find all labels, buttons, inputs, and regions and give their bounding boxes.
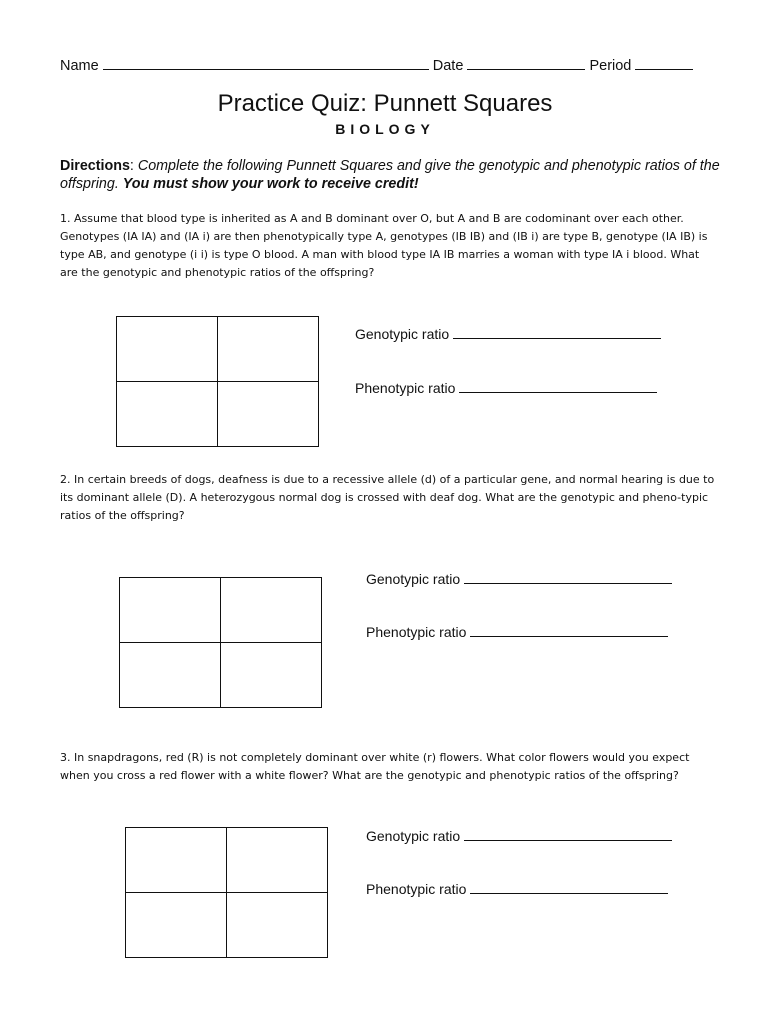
punnett-cell[interactable] [227, 828, 328, 893]
punnett-square-1[interactable] [116, 316, 319, 447]
phenotypic-ratio-1 [355, 380, 657, 396]
genotypic-ratio-1 [355, 326, 661, 342]
directions: Directions: Complete the following Punnett Squares and give the genotypic and phenotypic ratios of the offspring. You must show your work to receive credit! [60, 158, 720, 192]
question-1-text: 1. Assume that blood type is inherited as A and B dominant over O, but A and B are codominant over each other. Genotypes (IA IA) and (IA i) are then phenotypically type A, genotypes (IB IB) and (IB i) are type B, genotype (IA IB) is type AB, and genotype (i i) is type O blood. A man with blood type IA IB marries a woman with type IA i blood. What are the genotypic and phenotypic ratios of the offspring? [60, 212, 708, 279]
punnett-cell[interactable] [126, 828, 227, 893]
phenotypic-blank[interactable] [470, 881, 668, 894]
name-blank[interactable] [103, 56, 429, 70]
phenotypic-blank[interactable] [470, 624, 668, 637]
genotypic-label: Genotypic ratio [355, 326, 450, 342]
punnett-cell[interactable] [120, 643, 221, 708]
header-fields [60, 56, 693, 74]
question-2-text: 2. In certain breeds of dogs, deafness is due to a recessive allele (d) of a particular gene, and normal hearing is due to its dominant allele (D). A heterozygous normal dog is crossed with deaf dog. What are the genotypic and pheno-typic ratios of the offspring? [60, 473, 715, 522]
genotypic-ratio-2 [366, 571, 672, 587]
punnett-cell[interactable] [221, 578, 322, 643]
genotypic-label: Genotypic ratio [366, 571, 461, 587]
phenotypic-ratio-3 [366, 881, 668, 897]
phenotypic-label: Phenotypic ratio [355, 380, 456, 396]
directions-lead: Directions [60, 158, 130, 174]
genotypic-blank[interactable] [464, 828, 672, 841]
punnett-cell[interactable] [126, 893, 227, 958]
genotypic-blank[interactable] [453, 326, 661, 339]
genotypic-ratio-3 [366, 828, 672, 844]
punnett-cell[interactable] [218, 382, 319, 447]
punnett-cell[interactable] [227, 893, 328, 958]
directions-text: Complete the following Punnett Squares and give the genotypic and phenotypic ratios of the offspring. [60, 158, 720, 192]
question-3-text: 3. In snapdragons, red (R) is not completely dominant over white (r) flowers. What color flowers would you expect when you cross a red flower with a white flower? What are the genotypic and phenotypic ratios of the offspring? [60, 751, 690, 782]
directions-emphasis: You must show your work to receive credit! [122, 176, 419, 192]
punnett-square-3[interactable] [125, 827, 328, 958]
genotypic-blank[interactable] [464, 571, 672, 584]
phenotypic-label: Phenotypic ratio [366, 881, 467, 897]
punnett-cell[interactable] [120, 578, 221, 643]
punnett-cell[interactable] [218, 317, 319, 382]
genotypic-label: Genotypic ratio [366, 828, 461, 844]
page-subtitle: BIOLOGY [335, 121, 435, 137]
punnett-cell[interactable] [117, 317, 218, 382]
page-title: Practice Quiz: Punnett Squares [217, 90, 553, 117]
period-blank[interactable] [635, 56, 693, 70]
date-blank[interactable] [467, 56, 585, 70]
period-label: Period [589, 58, 632, 74]
phenotypic-label: Phenotypic ratio [366, 624, 467, 640]
phenotypic-ratio-2 [366, 624, 668, 640]
punnett-square-2[interactable] [119, 577, 322, 708]
date-label: Date [432, 58, 464, 74]
punnett-cell[interactable] [221, 643, 322, 708]
phenotypic-blank[interactable] [459, 380, 657, 393]
punnett-cell[interactable] [117, 382, 218, 447]
name-label: Name [60, 58, 99, 74]
